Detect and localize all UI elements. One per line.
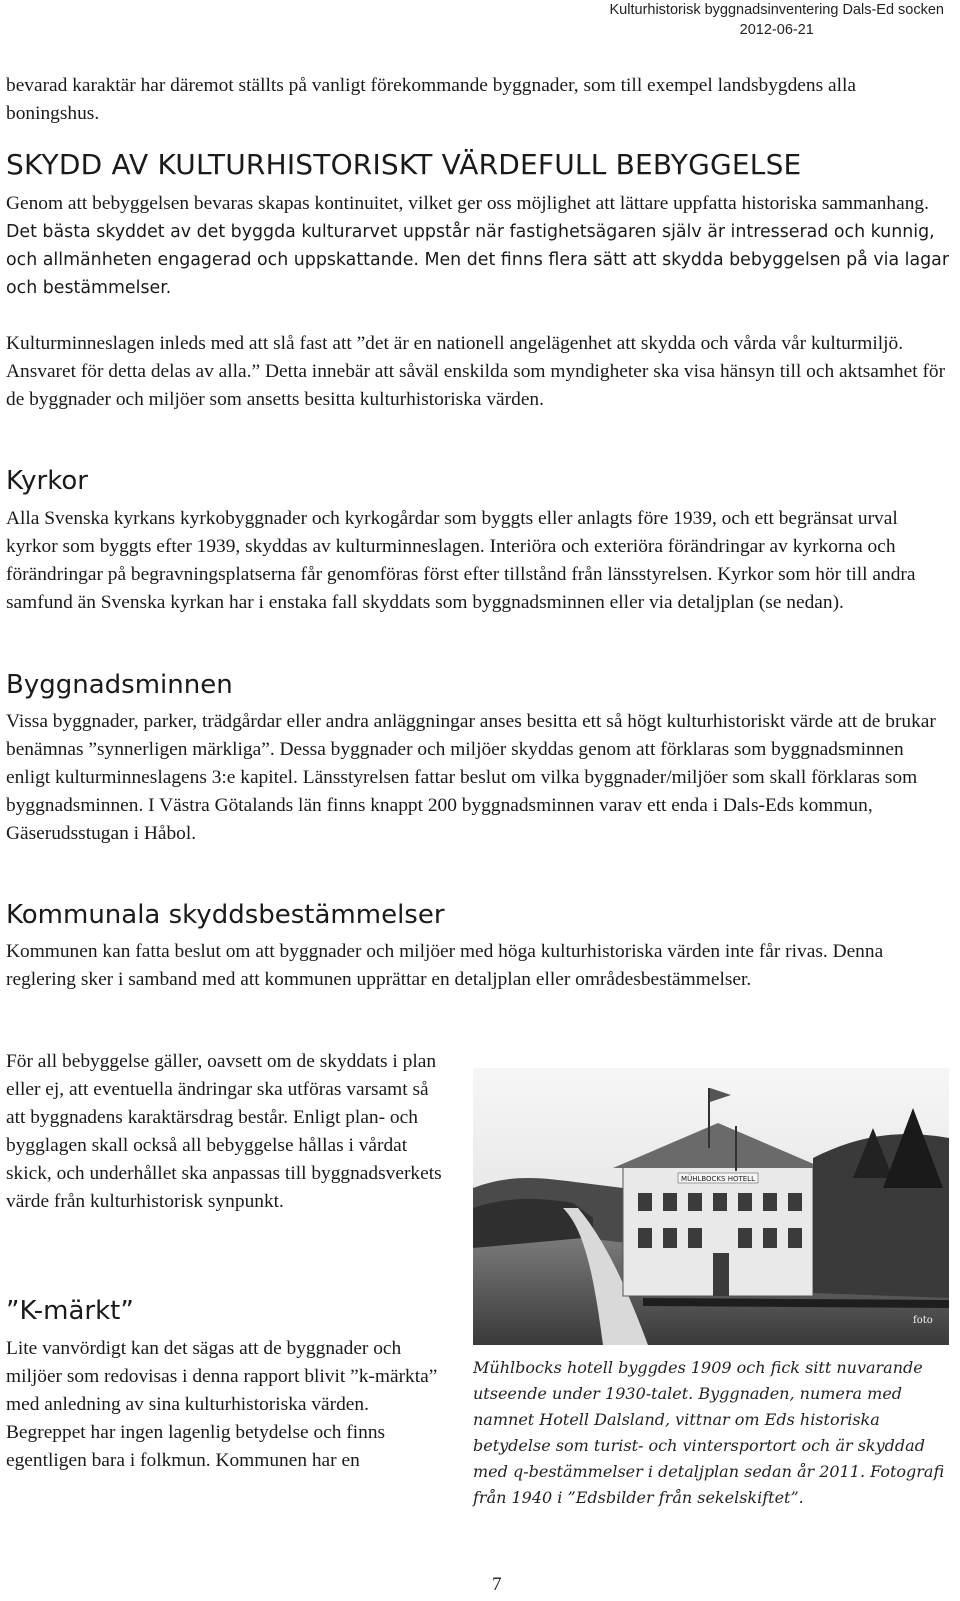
skydd-p2-text-a: Kulturminneslagen inleds med att slå fast att ”det är en nationell angelägenhet att skydda och vårda vår kulturmiljö. Ansvaret för detta delas av alla.” [6,333,904,382]
section-heading-k-markt: ”K-märkt” [6,1296,134,1326]
page-number: 7 [492,1574,502,1595]
skydd-p2-text-b: Detta innebär att såväl enskilda som myndigheter ska visa hänsyn till och aktsamhet för de byggnader och miljöer som ansetts besitta kulturhistoriska värden. [6,361,946,410]
skydd-paragraph-1 [6,190,951,302]
svg-text:foto: foto [913,1315,933,1326]
page-header [610,0,944,40]
kyrkor-paragraph: Alla Svenska kyrkans kyrkobyggnader och kyrkogårdar som byggts eller anlagts före 1939, och ett begränsat urval kyrkor som byggts efter 1939, skyddas av kulturminneslagen. Interiöra och exteriöra förändringar av kyrkorna och förändringar på begravningsplatserna får genomföras först efter tillstånd från länsstyrelsen. Kyrkor som hör till andra samfund än Svenska kyrkan har i enstaka fall skyddats som byggnadsminnen eller via detaljplan (se nedan). [6,508,916,613]
kommunala-left-column-paragraph: För all bebyggelse gäller, oavsett om de skyddats i plan eller ej, att eventuella ändringar ska utföras varsamt så att byggnadens karaktärsdrag består. Enligt plan- och bygglagen skall också all bebyggelse hållas i vårdat skick, och underhållet ska anpassas till byggnadsverkets värde från kulturhistorisk synpunkt. [6,1051,442,1212]
section-heading-kyrkor: Kyrkor [6,466,88,496]
kommunala-paragraph: Kommunen kan fatta beslut om att byggnader och miljöer med höga kulturhistoriska värden inte får rivas. Denna reglering sker i samband med att kommunen upprättar en detaljplan eller områdesbestämmelser. [6,941,884,990]
section-heading-skydd: SKYDD AV KULTURHISTORISKT VÄRDEFULL BEBYGGELSE [6,148,802,181]
hotel-sign-text: MÜHLBOCKS HOTELL [681,1175,755,1183]
skydd-p1-sans-text: Det bästa skyddet av det byggda kulturarvet uppstår när fastighetsägaren själv är intresserad och kunnig, och allmänheten engagerad och uppskattande. Men det finns flera sätt att skydda bebyggelsen på via lagar och bestämmelser. [6,222,949,298]
skydd-paragraph-2 [6,330,951,414]
section-heading-byggnadsminnen: Byggnadsminnen [6,670,233,700]
hotel-photo [473,1068,949,1345]
section-heading-kommunala: Kommunala skyddsbestämmelser [6,900,445,930]
skydd-p1-serif-text: Genom att bebyggelsen bevaras skapas kontinuitet, vilket ger oss möjlighet att lättare uppfatta historiska sammanhang. [6,193,929,214]
photo-caption: Mühlbocks hotell byggdes 1909 och fick sitt nuvarande utseende under 1930-talet. Byggnaden, numera med namnet Hotell Dalsland, vittnar om Eds historiska betydelse som turist- och vintersportort och är skyddad med q-bestämmelser i detaljplan sedan år 2011. Fotografi från 1940 i ”Edsbilder från sekelskiftet”. [473,1358,945,1507]
header-date: 2012-06-21 [739,22,814,38]
byggnadsminnen-paragraph: Vissa byggnader, parker, trädgårdar eller andra anläggningar anses besitta ett så högt kulturhistoriskt värde att de brukar benämnas ”synnerligen märkliga”. Dessa byggnader och miljöer skyddas genom att förklaras som byggnadsminnen enligt kulturminneslagens 3:e kapitel. Länsstyrelsen fattar beslut om vilka byggnader/miljöer som skall förklaras som byggnadsminnen. I Västra Götalands län finns knappt 200 byggnadsminnen varav ett enda i Dals-Eds kommun, Gäserudsstugan i Håbol. [6,711,936,844]
header-title: Kulturhistorisk byggnadsinventering Dals-Ed socken [609,2,944,18]
intro-paragraph: bevarad karaktär har däremot ställts på vanligt förekommande byggnader, som till exempel landsbygdens alla boningshus. [6,75,856,124]
k-markt-paragraph: Lite vanvördigt kan det sägas att de byggnader och miljöer som redovisas i denna rapport blivit ”k-märkta” med anledning av sina kulturhistoriska värden. Begreppet har ingen lagenlig betydelse och finns egentligen bara i folkmun. Kommunen har en [6,1338,438,1471]
